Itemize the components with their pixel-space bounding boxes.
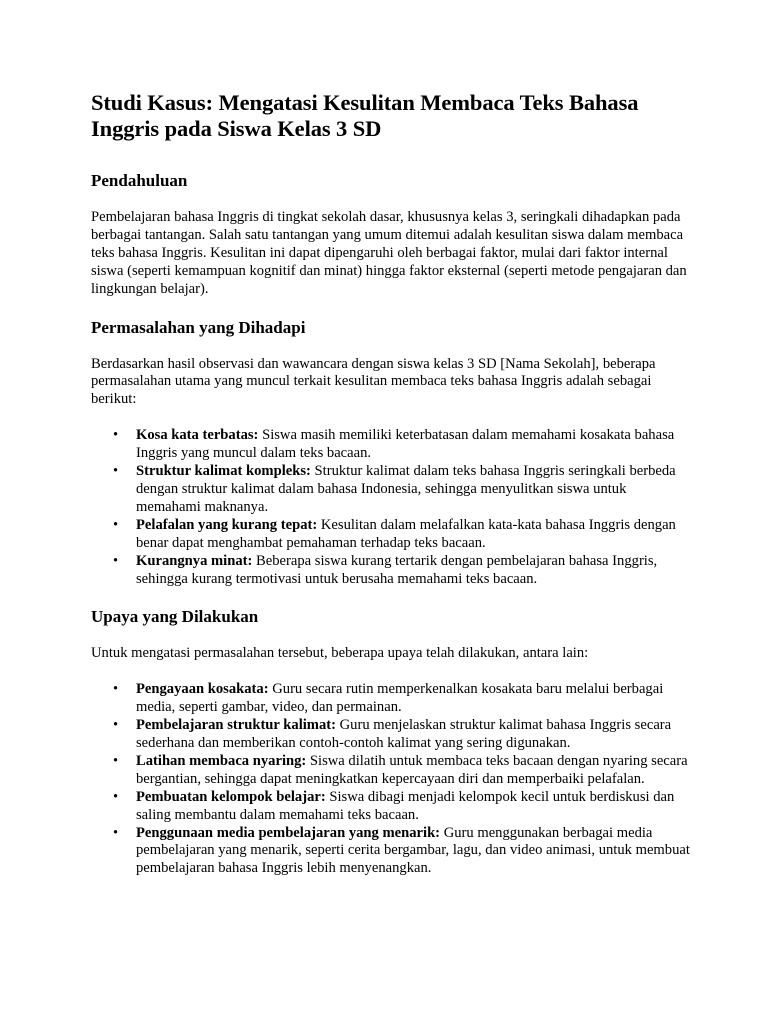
list-item-term: Struktur kalimat kompleks:: [136, 463, 311, 480]
list-item-text: Struktur kalimat dalam teks bahasa Inggris seringkali berbeda dengan struktur kalimat dalam bahasa Indonesia, sehingga menyulitkan siswa untuk memahami maknanya.: [136, 463, 676, 515]
section-heading-upaya: Upaya yang Dilakukan: [91, 607, 259, 627]
list-item-text: Guru secara rutin memperkenalkan kosakata baru melalui berbagai media, seperti gambar, video, dan permainan.: [136, 681, 664, 716]
bullet-icon: •: [113, 824, 119, 841]
bullet-list-permasalahan: [91, 427, 691, 588]
list-item-text: Kesulitan dalam melafalkan kata-kata bahasa Inggris dengan benar dapat menghambat pemahaman terhadap teks bacaan.: [136, 516, 676, 551]
document-page: [91, 90, 691, 896]
list-item-term: Pembuatan kelompok belajar:: [136, 788, 326, 805]
list-item-text: Guru menjelaskan struktur kalimat bahasa Inggris secara sederhana dan memberikan contoh-contoh kalimat yang sering digunakan.: [136, 717, 672, 752]
section-paragraph-upaya: Untuk mengatasi permasalahan tersebut, beberapa upaya telah dilakukan, antara lain:: [91, 645, 589, 662]
bullet-icon: •: [113, 463, 119, 480]
bullet-icon: •: [113, 552, 119, 569]
list-item-term: Pembelajaran struktur kalimat:: [136, 717, 336, 734]
list-item: [91, 825, 691, 879]
section-paragraph-permasalahan: Berdasarkan hasil observasi dan wawancara dengan siswa kelas 3 SD [Nama Sekolah], beberapa permasalahan utama yang muncul terkait kesulitan membaca teks bahasa Inggris adalah sebagai berikut:: [91, 355, 656, 408]
list-item-text: Beberapa siswa kurang tertarik dengan pembelajaran bahasa Inggris, sehingga kurang termotivasi untuk berusaha memahami teks bacaan.: [136, 552, 658, 587]
bullet-icon: •: [113, 752, 119, 769]
bullet-icon: •: [113, 788, 119, 805]
list-item: [91, 517, 691, 553]
bullet-icon: •: [113, 681, 119, 698]
list-item: [91, 789, 691, 825]
list-item: [91, 463, 691, 517]
list-item: [91, 427, 691, 463]
list-item: [91, 717, 691, 753]
section-heading-permasalahan: Permasalahan yang Dihadapi: [91, 317, 306, 337]
bullet-icon: •: [113, 427, 119, 444]
section-paragraph-pendahuluan: Pembelajaran bahasa Inggris di tingkat sekolah dasar, khususnya kelas 3, seringkali dihadapkan pada berbagai tantangan. Salah satu tantangan yang umum ditemui adalah kesulitan siswa dalam membaca teks bahasa Inggris. Kesulitan ini dapat dipengaruhi oleh berbagai faktor, mulai dari faktor internal siswa (seperti kemampuan kognitif dan minat) hingga faktor eksternal (seperti metode pengajaran dan lingkungan belajar).: [91, 209, 687, 297]
list-item-text: Guru menggunakan berbagai media pembelajaran yang menarik, seperti cerita bergambar, lagu, dan video animasi, untuk membuat pembelajaran bahasa Inggris lebih menyenangkan.: [136, 824, 690, 877]
list-item-term: Kosa kata terbatas:: [136, 427, 259, 444]
list-item-term: Latihan membaca nyaring:: [136, 752, 307, 769]
bullet-icon: •: [113, 717, 119, 734]
list-item-term: Penggunaan media pembelajaran yang menarik:: [136, 824, 441, 841]
bullet-icon: •: [113, 516, 119, 533]
list-item-text: Siswa dibagi menjadi kelompok kecil untuk berdiskusi dan saling membantu dalam memahami teks bacaan.: [136, 788, 675, 823]
list-item-text: Siswa masih memiliki keterbatasan dalam memahami kosakata bahasa Inggris yang muncul dalam teks bacaan.: [136, 427, 675, 462]
bullet-list-upaya: [91, 681, 691, 878]
list-item: [91, 753, 691, 789]
list-item-term: Pelafalan yang kurang tepat:: [136, 516, 318, 533]
list-item-term: Pengayaan kosakata:: [136, 681, 269, 698]
section-heading-pendahuluan: Pendahuluan: [91, 171, 188, 190]
document-title: Studi Kasus: Mengatasi Kesulitan Membaca Teks Bahasa Inggris pada Siswa Kelas 3 SD: [91, 90, 639, 141]
list-item: [91, 553, 691, 589]
list-item: [91, 681, 691, 717]
list-item-term: Kurangnya minat:: [136, 552, 253, 569]
list-item-text: Siswa dilatih untuk membaca teks bacaan dengan nyaring secara bergantian, sehingga dapat meningkatkan kepercayaan diri dan memperbaiki pelafalan.: [136, 752, 688, 787]
